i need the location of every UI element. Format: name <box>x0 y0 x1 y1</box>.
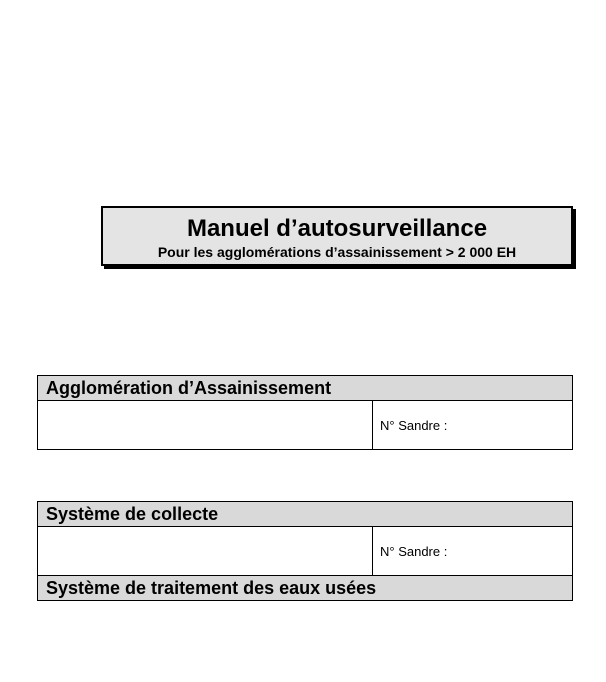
agglomeration-row <box>38 401 572 449</box>
agglomeration-sandre-field[interactable] <box>373 401 572 449</box>
collecte-row <box>38 527 572 575</box>
agglomeration-name-field[interactable] <box>38 401 373 449</box>
collecte-sandre-field[interactable] <box>373 527 572 575</box>
collecte-header: Système de collecte <box>38 502 572 527</box>
agglomeration-section <box>37 375 573 450</box>
document-subtitle: Pour les agglomérations d’assainissement > 2 000 EH <box>157 244 517 260</box>
collecte-sandre-label: N° Sandre : <box>380 543 448 559</box>
agglomeration-sandre-label: N° Sandre : <box>380 417 448 433</box>
collecte-section <box>37 501 573 601</box>
document-title-box <box>101 206 573 266</box>
traitement-header: Système de traitement des eaux usées <box>38 575 572 600</box>
agglomeration-header: Agglomération d’Assainissement <box>38 376 572 401</box>
document-title: Manuel d’autosurveillance <box>186 215 488 242</box>
collecte-name-field[interactable] <box>38 527 373 575</box>
